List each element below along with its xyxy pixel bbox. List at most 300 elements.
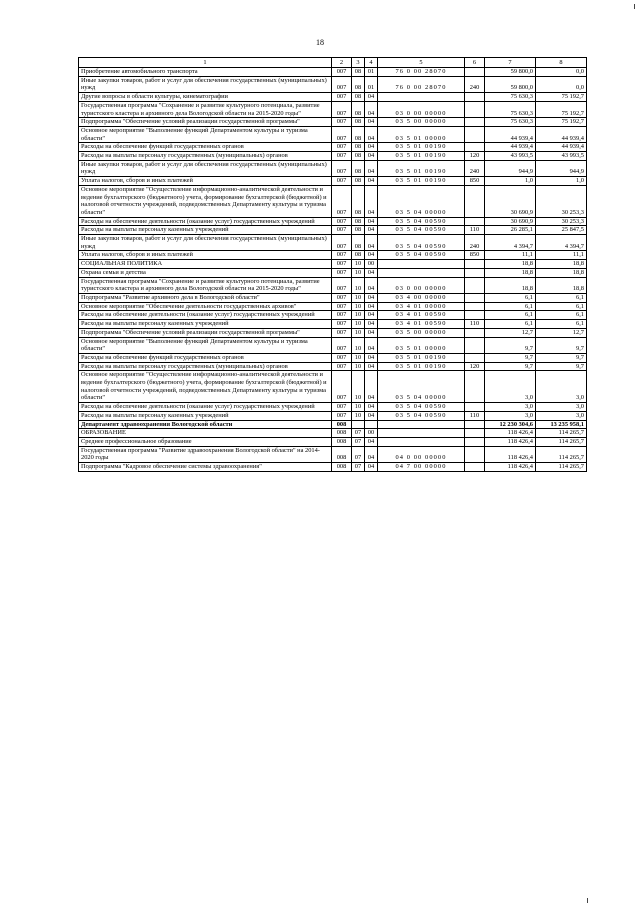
expense-type-cell <box>465 429 485 438</box>
target-article-cell <box>378 311 465 320</box>
target-article-part: 00000 <box>425 134 447 142</box>
target-article-part: 0 <box>406 68 412 75</box>
table-row <box>79 226 587 235</box>
section-code-cell: 08 <box>352 126 365 142</box>
column-header: 3 <box>352 58 365 68</box>
target-article-part: 5 <box>406 403 412 411</box>
section-code-cell: 10 <box>352 411 365 420</box>
table-row <box>79 277 587 293</box>
admin-code-cell: 007 <box>332 118 352 127</box>
subsection-code-cell: 04 <box>365 403 378 412</box>
target-article-cell <box>378 293 465 302</box>
target-article-part: 00590 <box>425 242 447 250</box>
expense-type-cell: 850 <box>465 177 485 186</box>
expense-type-cell <box>465 93 485 102</box>
expense-type-cell <box>465 101 485 117</box>
section-code-cell: 07 <box>352 437 365 446</box>
section-code-cell: 08 <box>352 143 365 152</box>
target-article-part: 03 <box>395 251 405 259</box>
amount-year1-cell: 43 993,5 <box>485 152 536 161</box>
target-article-part: 5 <box>406 152 412 160</box>
subsection-code-cell: 04 <box>365 320 378 329</box>
target-article-part: 76 <box>395 84 405 92</box>
subsection-code-cell: 04 <box>365 251 378 260</box>
section-code-cell: 10 <box>352 337 365 353</box>
section-code-cell: 08 <box>352 217 365 226</box>
target-article-part: 01 <box>413 353 423 361</box>
table-row <box>79 293 587 302</box>
table-row <box>79 371 587 403</box>
target-article-cell <box>378 177 465 186</box>
amount-year1-cell: 9,7 <box>485 353 536 362</box>
target-article-part: 5 <box>406 143 412 151</box>
target-article-part: 01 <box>413 311 423 319</box>
target-article-part: 5 <box>406 217 412 225</box>
table-row <box>79 68 587 77</box>
row-name-cell: Расходы на обеспечение деятельности (оказание услуг) государственных учреждений <box>79 403 332 412</box>
amount-year1-cell: 18,8 <box>485 277 536 293</box>
expense-type-cell <box>465 118 485 127</box>
admin-code-cell: 007 <box>332 328 352 337</box>
amount-year1-cell: 118 426,4 <box>485 429 536 438</box>
target-article-part: 5 <box>406 168 412 176</box>
target-article-part: 00 <box>413 68 423 75</box>
target-article-part: 5 <box>406 328 412 336</box>
target-article-part: 76 <box>395 68 405 75</box>
amount-year2-cell: 75 192,7 <box>536 118 587 127</box>
row-name-cell: Другие вопросы в области культуры, кинематографии <box>79 93 332 102</box>
subsection-code-cell: 04 <box>365 302 378 311</box>
target-article-part: 03 <box>395 152 405 160</box>
amount-year1-cell: 30 690,9 <box>485 217 536 226</box>
amount-year1-cell: 1,0 <box>485 177 536 186</box>
amount-year1-cell: 44 939,4 <box>485 143 536 152</box>
amount-year1-cell: 30 690,9 <box>485 185 536 217</box>
section-code-cell: 07 <box>352 429 365 438</box>
target-article-part: 00000 <box>425 345 447 353</box>
amount-year1-cell: 9,7 <box>485 337 536 353</box>
target-article-part: 03 <box>395 177 405 185</box>
amount-year1-cell: 59 800,0 <box>485 76 536 92</box>
section-code-cell: 08 <box>352 68 365 77</box>
amount-year1-cell: 6,1 <box>485 320 536 329</box>
table-row <box>79 463 587 472</box>
target-article-part: 03 <box>395 311 405 319</box>
amount-year2-cell: 18,8 <box>536 260 587 269</box>
section-code-cell: 07 <box>352 446 365 462</box>
edge-mark <box>587 898 588 903</box>
amount-year2-cell: 0,0 <box>536 76 587 92</box>
subsection-code-cell: 04 <box>365 160 378 176</box>
amount-year2-cell: 114 265,7 <box>536 463 587 472</box>
row-name-cell: Основное мероприятие "Выполнение функций Департаментом культуры и туризма области" <box>79 126 332 142</box>
target-article-cell <box>378 143 465 152</box>
target-article-part: 00190 <box>425 362 447 370</box>
target-article-cell <box>378 101 465 117</box>
admin-code-cell: 007 <box>332 93 352 102</box>
table-header-row <box>79 58 587 68</box>
target-article-part: 0 <box>406 285 412 293</box>
amount-year2-cell: 3,0 <box>536 411 587 420</box>
target-article-part: 5 <box>406 118 412 126</box>
table-row <box>79 437 587 446</box>
table-row <box>79 118 587 127</box>
amount-year2-cell: 44 939,4 <box>536 143 587 152</box>
admin-code-cell: 008 <box>332 463 352 472</box>
target-article-cell <box>378 302 465 311</box>
admin-code-cell: 007 <box>332 411 352 420</box>
target-article-cell <box>378 235 465 251</box>
row-name-cell: Уплата налогов, сборов и иных платежей <box>79 251 332 260</box>
amount-year2-cell: 75 192,7 <box>536 101 587 117</box>
budget-table <box>78 57 587 472</box>
target-article-part: 04 <box>413 208 423 216</box>
target-article-part: 00590 <box>425 411 447 419</box>
table-row <box>79 353 587 362</box>
admin-code-cell: 007 <box>332 277 352 293</box>
amount-year1-cell: 6,1 <box>485 302 536 311</box>
row-name-cell: Расходы на обеспечение деятельности (оказание услуг) государственных учреждений <box>79 311 332 320</box>
section-code-cell: 08 <box>352 235 365 251</box>
admin-code-cell: 007 <box>332 337 352 353</box>
target-article-cell <box>378 260 465 269</box>
expense-type-cell <box>465 185 485 217</box>
target-article-part: 03 <box>395 302 405 310</box>
target-article-part: 03 <box>395 118 405 126</box>
admin-code-cell: 007 <box>332 353 352 362</box>
amount-year2-cell: 44 939,4 <box>536 126 587 142</box>
target-article-part: 04 <box>413 411 423 419</box>
amount-year1-cell: 4 394,7 <box>485 235 536 251</box>
target-article-cell <box>378 277 465 293</box>
section-code-cell: 07 <box>352 463 365 472</box>
section-code-cell: 10 <box>352 293 365 302</box>
amount-year2-cell: 114 265,7 <box>536 437 587 446</box>
section-code-cell: 10 <box>352 328 365 337</box>
target-article-cell <box>378 420 465 429</box>
target-article-part: 04 <box>395 463 405 471</box>
row-name-cell: Иные закупки товаров, работ и услуг для обеспечения государственных (муниципальных) нужд <box>79 76 332 92</box>
row-name-cell: Расходы на обеспечение функций государственных органов <box>79 353 332 362</box>
target-article-part: 00000 <box>425 118 447 126</box>
target-article-part: 00590 <box>425 311 447 319</box>
target-article-cell <box>378 185 465 217</box>
row-name-cell: Подпрограмма "Обеспечение условий реализации государственной программы" <box>79 328 332 337</box>
target-article-part: 00 <box>413 118 423 126</box>
column-header: 4 <box>365 58 378 68</box>
section-code-cell: 08 <box>352 152 365 161</box>
amount-year2-cell: 6,1 <box>536 302 587 311</box>
row-name-cell: Расходы на выплаты персоналу казенных учреждений <box>79 411 332 420</box>
target-article-cell <box>378 118 465 127</box>
table-row <box>79 362 587 371</box>
expense-type-cell <box>465 353 485 362</box>
target-article-part: 5 <box>406 208 412 216</box>
table-row <box>79 268 587 277</box>
section-code-cell: 10 <box>352 371 365 403</box>
target-article-part: 28070 <box>425 84 447 92</box>
subsection-code-cell: 04 <box>365 446 378 462</box>
subsection-code-cell: 04 <box>365 126 378 142</box>
expense-type-cell: 240 <box>465 235 485 251</box>
admin-code-cell: 007 <box>332 185 352 217</box>
column-header: 1 <box>79 58 332 68</box>
expense-type-cell <box>465 328 485 337</box>
row-name-cell: Основное мероприятие "Обеспечение деятельности государственных архивов" <box>79 302 332 311</box>
section-code-cell: 10 <box>352 353 365 362</box>
target-article-cell <box>378 446 465 462</box>
expense-type-cell: 120 <box>465 152 485 161</box>
subsection-code-cell: 04 <box>365 311 378 320</box>
target-article-part: 4 <box>406 302 412 310</box>
target-article-part: 04 <box>413 403 423 411</box>
subsection-code-cell: 01 <box>365 68 378 77</box>
admin-code-cell: 007 <box>332 293 352 302</box>
section-code-cell: 10 <box>352 302 365 311</box>
target-article-part: 5 <box>406 353 412 361</box>
amount-year2-cell: 6,1 <box>536 311 587 320</box>
target-article-part: 03 <box>395 328 405 336</box>
subsection-code-cell: 04 <box>365 235 378 251</box>
amount-year2-cell: 9,7 <box>536 362 587 371</box>
target-article-cell <box>378 437 465 446</box>
section-code-cell: 10 <box>352 277 365 293</box>
amount-year2-cell: 6,1 <box>536 293 587 302</box>
admin-code-cell: 007 <box>332 320 352 329</box>
expense-type-cell: 110 <box>465 411 485 420</box>
row-name-cell: Приобретение автомобильного транспорта <box>79 68 332 77</box>
admin-code-cell: 007 <box>332 126 352 142</box>
table-row <box>79 446 587 462</box>
target-article-cell <box>378 463 465 472</box>
amount-year2-cell: 0,0 <box>536 68 587 77</box>
row-name-cell: Подпрограмма "Развитие архивного дела в Вологодской области" <box>79 293 332 302</box>
table-row <box>79 411 587 420</box>
target-article-part: 00000 <box>425 293 447 301</box>
admin-code-cell: 008 <box>332 446 352 462</box>
amount-year2-cell: 9,7 <box>536 353 587 362</box>
subsection-code-cell: 04 <box>365 226 378 235</box>
target-article-part: 4 <box>406 320 412 328</box>
row-name-cell: Расходы на выплаты персоналу казенных учреждений <box>79 320 332 329</box>
amount-year2-cell: 18,8 <box>536 277 587 293</box>
amount-year2-cell: 114 265,7 <box>536 446 587 462</box>
row-name-cell: Подпрограмма "Кадровое обеспечение системы здравоохранения" <box>79 463 332 472</box>
amount-year1-cell: 44 939,4 <box>485 126 536 142</box>
row-name-cell: Охрана семьи и детства <box>79 268 332 277</box>
admin-code-cell: 007 <box>332 302 352 311</box>
amount-year2-cell: 3,0 <box>536 403 587 412</box>
row-name-cell: Основное мероприятие "Осуществление информационно-аналитической деятельности и ведение бухгалтерского (бюджетного) учета, формирование бухгалтерской (бюджетной) и налоговой отчетности учреждений, подведомственных Департаменту культуры и туризма области" <box>79 371 332 403</box>
table-row <box>79 429 587 438</box>
expense-type-cell <box>465 302 485 311</box>
target-article-part: 03 <box>395 320 405 328</box>
table-body <box>79 68 587 472</box>
admin-code-cell: 007 <box>332 371 352 403</box>
target-article-part: 04 <box>413 242 423 250</box>
target-article-cell <box>378 328 465 337</box>
section-code-cell: 10 <box>352 311 365 320</box>
amount-year1-cell: 12,7 <box>485 328 536 337</box>
section-code-cell: 10 <box>352 320 365 329</box>
section-code-cell: 08 <box>352 185 365 217</box>
admin-code-cell: 007 <box>332 260 352 269</box>
subsection-code-cell: 04 <box>365 337 378 353</box>
admin-code-cell: 007 <box>332 143 352 152</box>
expense-type-cell <box>465 337 485 353</box>
section-code-cell: 08 <box>352 251 365 260</box>
amount-year1-cell: 3,0 <box>485 403 536 412</box>
expense-type-cell <box>465 126 485 142</box>
target-article-part: 5 <box>406 394 412 402</box>
table-row <box>79 152 587 161</box>
row-name-cell: Иные закупки товаров, работ и услуг для обеспечения государственных (муниципальных) нужд <box>79 160 332 176</box>
target-article-cell <box>378 268 465 277</box>
amount-year1-cell: 9,7 <box>485 362 536 371</box>
table-row <box>79 235 587 251</box>
target-article-part: 5 <box>406 411 412 419</box>
target-article-part: 00190 <box>425 177 447 185</box>
target-article-part: 00000 <box>425 109 447 117</box>
amount-year2-cell: 13 235 958,1 <box>536 420 587 429</box>
row-name-cell: Уплата налогов, сборов и иных платежей <box>79 177 332 186</box>
admin-code-cell: 007 <box>332 177 352 186</box>
target-article-part: 0 <box>406 84 412 92</box>
target-article-part: 0 <box>406 109 412 117</box>
subsection-code-cell: 04 <box>365 101 378 117</box>
target-article-part: 0 <box>406 454 412 462</box>
target-article-part: 00190 <box>425 168 447 176</box>
target-article-cell <box>378 429 465 438</box>
amount-year1-cell: 6,1 <box>485 311 536 320</box>
amount-year2-cell: 11,1 <box>536 251 587 260</box>
target-article-part: 03 <box>395 242 405 250</box>
target-article-part: 04 <box>413 394 423 402</box>
expense-type-cell: 240 <box>465 160 485 176</box>
target-article-part: 01 <box>413 168 423 176</box>
amount-year2-cell: 18,8 <box>536 268 587 277</box>
section-code-cell: 10 <box>352 268 365 277</box>
admin-code-cell: 007 <box>332 217 352 226</box>
expense-type-cell: 110 <box>465 226 485 235</box>
target-article-part: 5 <box>406 251 412 259</box>
target-article-part: 01 <box>413 302 423 310</box>
target-article-part: 04 <box>413 226 423 234</box>
amount-year1-cell: 12 230 304,6 <box>485 420 536 429</box>
target-article-part: 04 <box>413 217 423 225</box>
amount-year1-cell: 18,8 <box>485 268 536 277</box>
admin-code-cell: 007 <box>332 362 352 371</box>
section-code-cell: 08 <box>352 93 365 102</box>
subsection-code-cell: 04 <box>365 177 378 186</box>
target-article-part: 03 <box>395 109 405 117</box>
subsection-code-cell: 04 <box>365 411 378 420</box>
amount-year1-cell: 6,1 <box>485 293 536 302</box>
row-name-cell: Расходы на выплаты персоналу государственных (муниципальных) органов <box>79 152 332 161</box>
table-row <box>79 177 587 186</box>
table-row <box>79 260 587 269</box>
admin-code-cell: 008 <box>332 437 352 446</box>
table-row <box>79 337 587 353</box>
row-name-cell: Расходы на выплаты персоналу казенных учреждений <box>79 226 332 235</box>
section-code-cell: 10 <box>352 403 365 412</box>
target-article-part: 01 <box>413 362 423 370</box>
target-article-part: 00000 <box>425 454 447 462</box>
amount-year2-cell: 12,7 <box>536 328 587 337</box>
target-article-part: 01 <box>413 345 423 353</box>
target-article-cell <box>378 93 465 102</box>
column-header: 8 <box>536 58 587 68</box>
expense-type-cell <box>465 68 485 77</box>
target-article-part: 00590 <box>425 320 447 328</box>
target-article-part: 03 <box>395 394 405 402</box>
row-name-cell: Государственная программа "Развитие здравоохранения Вологодской области" на 2014-2020 годы <box>79 446 332 462</box>
table-row <box>79 320 587 329</box>
amount-year2-cell: 4 394,7 <box>536 235 587 251</box>
target-article-cell <box>378 403 465 412</box>
row-name-cell: Подпрограмма "Обеспечение условий реализации государственной программы" <box>79 118 332 127</box>
row-name-cell: Основное мероприятие "Выполнение функций Департаментом культуры и туризма области" <box>79 337 332 353</box>
subsection-code-cell: 04 <box>365 277 378 293</box>
target-article-cell <box>378 126 465 142</box>
expense-type-cell <box>465 463 485 472</box>
row-name-cell: Расходы на обеспечение деятельности (оказание услуг) государственных учреждений <box>79 217 332 226</box>
target-article-part: 5 <box>406 242 412 250</box>
subsection-code-cell: 04 <box>365 185 378 217</box>
section-code-cell: 08 <box>352 118 365 127</box>
table-row <box>79 217 587 226</box>
amount-year2-cell: 9,7 <box>536 337 587 353</box>
admin-code-cell: 007 <box>332 311 352 320</box>
column-header: 6 <box>465 58 485 68</box>
amount-year2-cell: 75 192,7 <box>536 93 587 102</box>
target-article-part: 03 <box>395 143 405 151</box>
amount-year1-cell: 118 426,4 <box>485 446 536 462</box>
target-article-cell <box>378 160 465 176</box>
target-article-part: 00000 <box>425 302 447 310</box>
subsection-code-cell: 04 <box>365 328 378 337</box>
target-article-part: 5 <box>406 134 412 142</box>
amount-year1-cell: 944,9 <box>485 160 536 176</box>
amount-year2-cell: 114 265,7 <box>536 429 587 438</box>
column-header: 5 <box>378 58 465 68</box>
target-article-part: 03 <box>395 217 405 225</box>
subsection-code-cell: 04 <box>365 362 378 371</box>
admin-code-cell: 007 <box>332 152 352 161</box>
expense-type-cell <box>465 403 485 412</box>
expense-type-cell <box>465 143 485 152</box>
expense-type-cell: 850 <box>465 251 485 260</box>
target-article-part: 00 <box>413 109 423 117</box>
target-article-part: 5 <box>406 345 412 353</box>
target-article-part: 5 <box>406 177 412 185</box>
target-article-part: 00000 <box>425 285 447 293</box>
subsection-code-cell: 04 <box>365 268 378 277</box>
table-row <box>79 302 587 311</box>
table-row <box>79 93 587 102</box>
admin-code-cell: 007 <box>332 76 352 92</box>
subsection-code-cell: 04 <box>365 143 378 152</box>
amount-year1-cell: 18,8 <box>485 260 536 269</box>
table-row <box>79 143 587 152</box>
target-article-part: 00590 <box>425 251 447 259</box>
amount-year2-cell: 6,1 <box>536 320 587 329</box>
target-article-part: 03 <box>395 353 405 361</box>
section-code-cell: 08 <box>352 226 365 235</box>
amount-year2-cell: 30 253,3 <box>536 185 587 217</box>
admin-code-cell: 007 <box>332 160 352 176</box>
expense-type-cell <box>465 311 485 320</box>
